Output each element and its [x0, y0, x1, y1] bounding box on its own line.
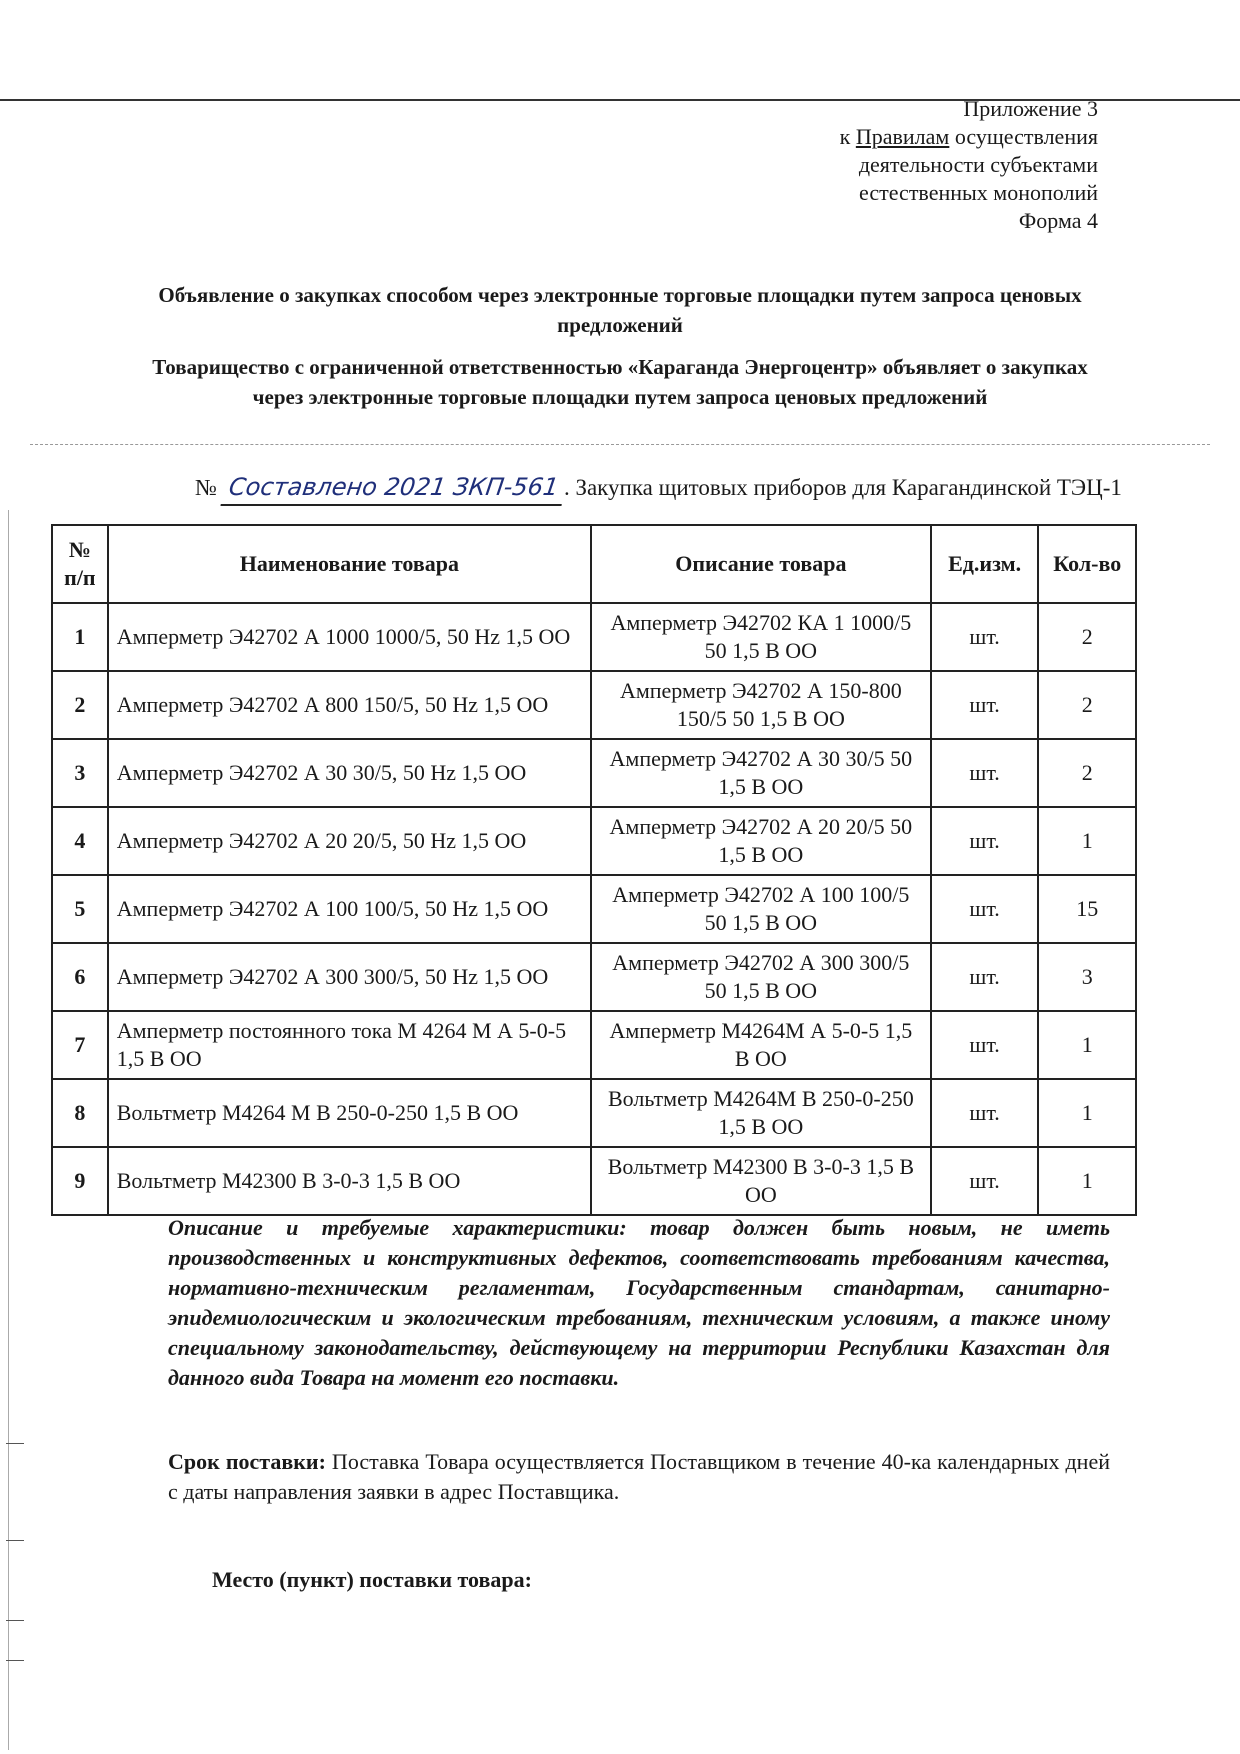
appendix-line: Приложение 3	[963, 96, 1098, 121]
table-row	[52, 1147, 1136, 1215]
header-name: Наименование товара	[108, 525, 591, 603]
row-unit: шт.	[931, 1011, 1039, 1079]
margin-tick	[6, 1540, 24, 1541]
table-row	[52, 875, 1136, 943]
delivery-term-paragraph	[168, 1447, 1110, 1507]
company-heading: Товарищество с ограниченной ответственностью «Караганда Энергоцентр» объявляет о закупках через электронные торговые площадки путем запроса ценовых предложений	[152, 355, 1088, 409]
requirements-paragraph: Описание и требуемые характеристики: товар должен быть новым, не иметь производственных и конструктивных дефектов, соответствовать требованиям качества, нормативно-техническим регламентам, Государственным стандартам, санитарно-эпидемиологическим и экологическим требованиям, техническим условиям, а также иному специальному законодательству, действующему на территории Республики Казахстан для данного вида Товара на момент его поставки.	[168, 1215, 1110, 1390]
header-qty: Кол-во	[1038, 525, 1136, 603]
row-qty: 1	[1038, 1147, 1136, 1215]
table-row	[52, 943, 1136, 1011]
table-row	[52, 671, 1136, 739]
row-num: 7	[52, 1011, 108, 1079]
lot-title: . Закупка щитовых приборов для Карагандинской ТЭЦ-1	[563, 475, 1122, 500]
delivery-term-label: Срок поставки:	[168, 1449, 326, 1474]
dashed-divider	[30, 444, 1210, 445]
row-desc: Вольтметр М4264М В 250-0-250 1,5 В ОО	[591, 1079, 931, 1147]
row-num: 2	[52, 671, 108, 739]
table-row	[52, 603, 1136, 671]
row-unit: шт.	[931, 1147, 1039, 1215]
row-unit: шт.	[931, 943, 1039, 1011]
row-desc: Амперметр Э42702 А 100 100/5 50 1,5 В ОО	[591, 875, 931, 943]
row-name: Вольтметр М4264 М В 250-0-250 1,5 В ОО	[108, 1079, 591, 1147]
row-qty: 1	[1038, 1011, 1136, 1079]
lot-number-handwritten: Составлено 2021 ЗКП-561	[220, 470, 566, 506]
table-row	[52, 739, 1136, 807]
row-unit: шт.	[931, 739, 1039, 807]
table-header-row	[52, 525, 1136, 603]
margin-tick	[6, 1620, 24, 1621]
appendix-suffix: осуществления	[949, 124, 1098, 149]
row-name: Амперметр Э42702 А 1000 1000/5, 50 Hz 1,5 ОО	[108, 603, 591, 671]
row-name: Вольтметр М42300 В 3-0-3 1,5 В ОО	[108, 1147, 591, 1215]
table-row	[52, 807, 1136, 875]
row-qty: 3	[1038, 943, 1136, 1011]
row-qty: 15	[1038, 875, 1136, 943]
row-name: Амперметр постоянного тока М 4264 М А 5-0-5 1,5 В ОО	[108, 1011, 591, 1079]
row-qty: 2	[1038, 739, 1136, 807]
row-qty: 1	[1038, 807, 1136, 875]
header-num: № п/п	[52, 525, 108, 603]
row-name: Амперметр Э42702 А 30 30/5, 50 Hz 1,5 ОО	[108, 739, 591, 807]
row-desc: Амперметр М4264М А 5-0-5 1,5 В ОО	[591, 1011, 931, 1079]
row-num: 6	[52, 943, 108, 1011]
appendix-line: естественных монополий	[859, 180, 1098, 205]
row-unit: шт.	[931, 603, 1039, 671]
appendix-prefix: к	[839, 124, 856, 149]
delivery-term-text: Поставка Товара осуществляется Поставщиком в течение 40-ка календарных дней с даты направления заявки в адрес Поставщика.	[168, 1449, 1110, 1504]
header-desc: Описание товара	[591, 525, 931, 603]
margin-rule	[8, 510, 9, 1750]
row-desc: Амперметр Э42702 А 20 20/5 50 1,5 В ОО	[591, 807, 931, 875]
row-name: Амперметр Э42702 А 800 150/5, 50 Hz 1,5 ОО	[108, 671, 591, 739]
form-number: Форма 4	[1018, 208, 1098, 233]
row-unit: шт.	[931, 1079, 1039, 1147]
row-name: Амперметр Э42702 А 100 100/5, 50 Hz 1,5 ОО	[108, 875, 591, 943]
row-qty: 1	[1038, 1079, 1136, 1147]
row-desc: Амперметр Э42702 А 30 30/5 50 1,5 В ОО	[591, 739, 931, 807]
announcement-heading: Объявление о закупках способом через электронные торговые площадки путем запроса ценовых предложений	[158, 283, 1082, 337]
row-num: 3	[52, 739, 108, 807]
row-num: 5	[52, 875, 108, 943]
row-qty: 2	[1038, 671, 1136, 739]
row-num: 9	[52, 1147, 108, 1215]
row-name: Амперметр Э42702 А 20 20/5, 50 Hz 1,5 ОО	[108, 807, 591, 875]
appendix-line	[840, 123, 1098, 151]
table-row	[52, 1011, 1136, 1079]
margin-tick	[6, 1443, 24, 1444]
margin-tick	[6, 1660, 24, 1661]
row-unit: шт.	[931, 875, 1039, 943]
row-name: Амперметр Э42702 А 300 300/5, 50 Hz 1,5 ОО	[108, 943, 591, 1011]
row-unit: шт.	[931, 807, 1039, 875]
row-desc: Вольтметр М42300 В 3-0-3 1,5 В ОО	[591, 1147, 931, 1215]
row-desc: Амперметр Э42702 А 300 300/5 50 1,5 В ОО	[591, 943, 931, 1011]
table-row	[52, 1079, 1136, 1147]
lot-line	[195, 470, 1122, 506]
appendix-line: деятельности субъектами	[858, 152, 1098, 177]
row-desc: Амперметр Э42702 А 150-800 150/5 50 1,5 В ОО	[591, 671, 931, 739]
row-desc: Амперметр Э42702 КА 1 1000/5 50 1,5 В ОО	[591, 603, 931, 671]
header-unit: Ед.изм.	[931, 525, 1039, 603]
row-unit: шт.	[931, 671, 1039, 739]
appendix-block	[840, 95, 1098, 235]
row-qty: 2	[1038, 603, 1136, 671]
row-num: 8	[52, 1079, 108, 1147]
goods-table	[51, 524, 1137, 1216]
row-num: 1	[52, 603, 108, 671]
lot-prefix: №	[195, 475, 217, 500]
delivery-place-label: Место (пункт) поставки товара:	[212, 1567, 532, 1592]
rules-link[interactable]: Правилам	[855, 124, 950, 149]
row-num: 4	[52, 807, 108, 875]
